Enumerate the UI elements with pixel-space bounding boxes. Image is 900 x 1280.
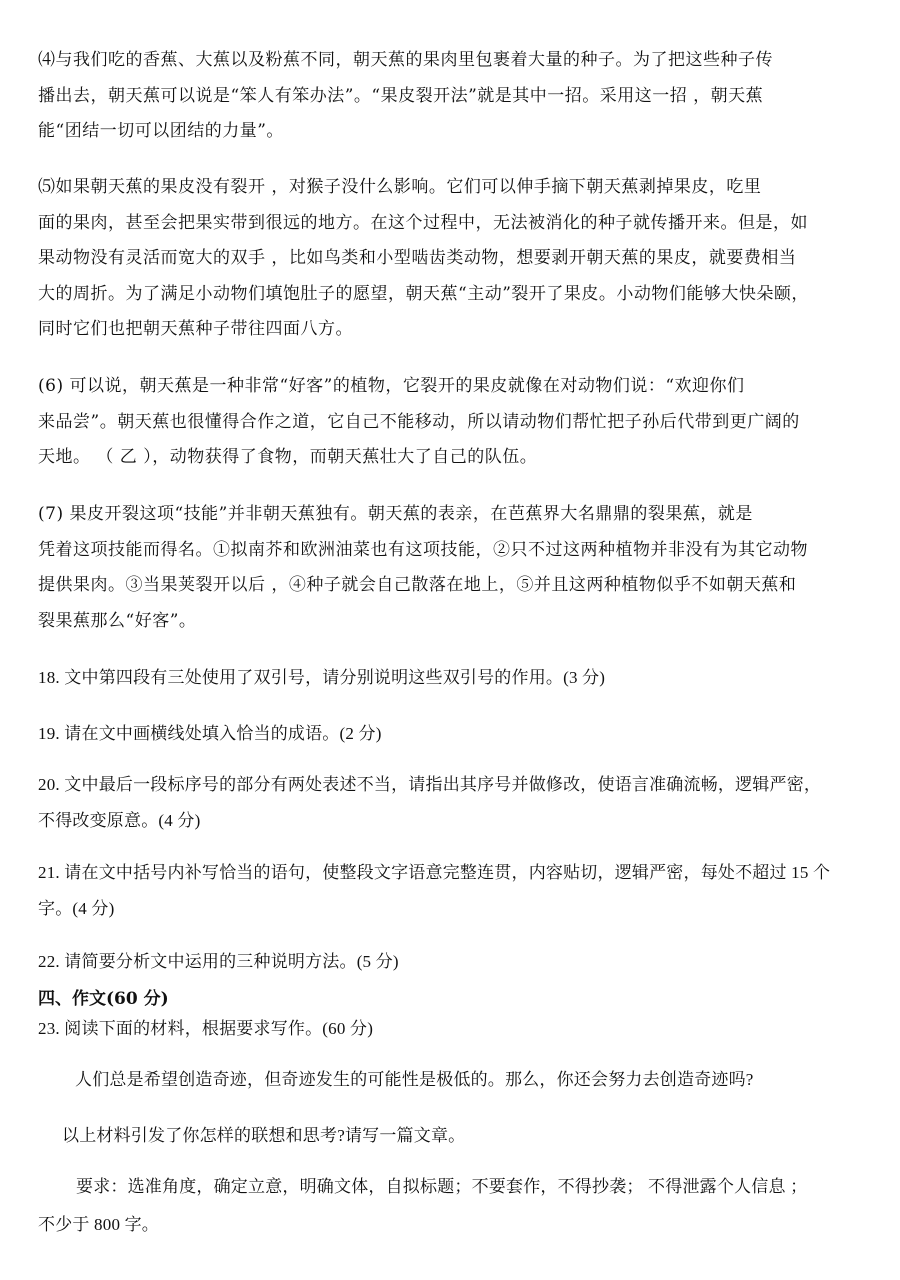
paragraph-5: [38, 170, 872, 348]
section-4-title: 四、作文(60 分): [38, 989, 169, 1009]
question-20-line: 不得改变原意。(4 分): [38, 811, 201, 830]
question-19-text: 19. 请在文中画横线处填入恰当的成语。(2 分): [38, 724, 382, 743]
essay-requirements-line: 不少于 800 字。: [38, 1215, 159, 1234]
paragraph-5-line: 大的周折。为了满足小动物们填饱肚子的愿望，朝天蕉“主动”裂开了果皮。小动物们能够大快朵颐，: [38, 283, 809, 304]
paragraph-7-line: 提供果肉。③当果荚裂开以后 ，④种子就会自己散落在地上，⑤并且这两种植物似乎不如朝天蕉和: [38, 575, 797, 596]
question-22-text: 22. 请简要分析文中运用的三种说明方法。(5 分): [38, 952, 399, 971]
question-23-text: 23. 阅读下面的材料，根据要求写作。(60 分): [38, 1019, 374, 1038]
paragraph-7: [38, 497, 872, 639]
paragraph-6: [38, 369, 872, 476]
question-20-line: 20. 文中最后一段标序号的部分有两处表述不当，请指出其序号并做修改，使语言准确流畅，逻辑严密，: [38, 775, 822, 794]
paragraph-4-line: ⑷与我们吃的香蕉、大蕉以及粉蕉不同，朝天蕉的果肉里包裹着大量的种子。为了把这些种子传: [38, 50, 773, 70]
question-19: [38, 716, 872, 752]
paragraph-7-line: 凭着这项技能而得名。①拟南芥和欧洲油菜也有这项技能，②只不过这两种植物并非没有为其它动物: [38, 539, 808, 560]
essay-requirements-line: 要求：选准角度，确定立意，明确文体，自拟标题；不要套作，不得抄袭； 不得泄露个人信息 ；: [76, 1177, 808, 1196]
paragraph-4: [38, 43, 872, 150]
paragraph-5-line: 同时它们也把朝天蕉种子带往四面八方。: [38, 319, 353, 340]
paragraph-5-line: ⑸如果朝天蕉的果皮没有裂开 ，对猴子没什么影响。它们可以伸手摘下朝天蕉剥掉果皮，吃里: [38, 177, 762, 197]
question-20: [38, 767, 872, 839]
question-23: [38, 1011, 872, 1047]
paragraph-5-line: 面的果肉，甚至会把果实带到很远的地方。在这个过程中，无法被消化的种子就传播开来。但是，如: [38, 212, 808, 233]
essay-prompt-text: 以上材料引发了你怎样的联想和思考?请写一篇文章。: [62, 1126, 466, 1145]
question-21: [38, 855, 872, 927]
essay-requirements: [38, 1168, 872, 1244]
paragraph-4-line: 能“团结一切可以团结的力量”。: [38, 121, 284, 142]
question-21-line: 21. 请在文中括号内补写恰当的语句，使整段文字语意完整连贯，内容贴切，逻辑严密，每处不超过 15 个: [38, 863, 831, 882]
paragraph-7-line: (7) 果皮开裂这项“技能”并非朝天蕉独有。朝天蕉的表亲，在芭蕉界大名鼎鼎的裂果蕉，就是: [38, 504, 753, 524]
question-18: [38, 660, 872, 696]
paragraph-5-line: 果动物没有灵活而宽大的双手 ，比如鸟类和小型啮齿类动物，想要剥开朝天蕉的果皮，就要费相当: [38, 248, 797, 269]
paragraph-6-line: (6) 可以说，朝天蕉是一种非常“好客”的植物，它裂开的果皮就像在对动物们说：“欢迎你们: [38, 376, 745, 396]
question-22: [38, 944, 872, 980]
paragraph-7-line: 裂果蕉那么“好客”。: [38, 610, 197, 631]
essay-prompt: [62, 1118, 862, 1154]
paragraph-4-line: 播出去，朝天蕉可以说是“笨人有笨办法”。“果皮裂开法”就是其中一招。采用这一招 ，朝天蕉: [38, 85, 764, 106]
paragraph-6-line: 来品尝”。朝天蕉也很懂得合作之道，它自己不能移动，所以请动物们帮忙把子孙后代带到更广阔的: [38, 411, 800, 432]
question-18-text: 18. 文中第四段有三处使用了双引号，请分别说明这些双引号的作用。(3 分): [38, 668, 606, 687]
essay-material: [75, 1062, 865, 1098]
paragraph-6-line: 天地。 （ 乙 ），动物获得了食物，而朝天蕉壮大了自己的队伍。: [38, 447, 538, 468]
question-21-line: 字。(4 分): [38, 899, 115, 918]
essay-material-text: 人们总是希望创造奇迹，但奇迹发生的可能性是极低的。那么，你还会努力去创造奇迹吗?: [75, 1070, 754, 1089]
